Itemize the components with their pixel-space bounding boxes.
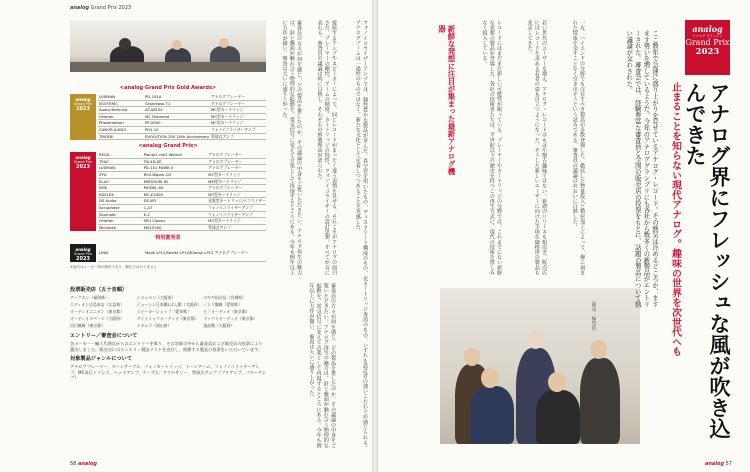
gold-awards-title: <analog Grand Prix Gold Awards>	[119, 85, 217, 91]
left-article-col-2: 接続するアンプやスピーカーによって、同じレコードがまったく違う表情を見せる。それこそがアナログの面白さだ。プレーヤーの剛性、アームの精度、カートリッジの特性、フォノイコライザーの設計思想。すべてが音に表れる。審査員の議論は時に白熱し、それぞれの推薦理由が語られた。	[316, 20, 337, 275]
left-page	[0, 0, 372, 472]
info-section	[70, 283, 266, 383]
award-brand: Ortofon	[98, 113, 144, 120]
award-brand: McIntosh	[98, 224, 143, 231]
special-award-title: 特別賞発表	[155, 235, 181, 242]
award-model: PD-151 MARK II	[143, 165, 208, 172]
analog-grand-prix-logo	[685, 20, 730, 75]
award-cat: MM型カートリッジ	[207, 178, 266, 185]
award-brand: LUXMAN	[98, 94, 144, 100]
award-model: TN-4D-SE	[143, 158, 208, 165]
lead-text: ここ数年で急速に盛り上がりを見せているアナログ・レコード。その熱気は冷めるどころか、ますます勢いを増しているようだ。今年のアナロググランプリにも各社から数多くの新製品がエントリーされた。審査会では、経験豊富な審査員と全国の販売店の投票をもとに、話題の製品について熱い議論が交わされた。	[625, 30, 658, 308]
award-brand: CANOR AUDIO	[98, 126, 144, 133]
judges-photo	[70, 20, 266, 72]
entry-heading: エントリー／審査会について	[70, 333, 138, 339]
award-row	[98, 120, 266, 127]
award-brand: TRIODE	[98, 133, 144, 140]
feature-caption: 新鮮な発想に注目が集まった最新アナログ機器	[437, 25, 456, 175]
award-model: Grandioso T1	[144, 100, 210, 107]
award-model: R50-Bloom-G5	[143, 171, 208, 178]
logo-brand: analog	[692, 24, 723, 34]
award-cat: アナログプレーヤー	[207, 165, 266, 172]
award-brand: ELAC	[98, 178, 143, 185]
award-cat: アナログプレーヤー	[207, 158, 266, 165]
shop-item: オーディオユニオン（東京都）	[70, 309, 124, 314]
award-model: Planar1 mk2 Walnut	[143, 152, 208, 158]
shop-item: ナカムラ（岡山県）	[136, 323, 172, 328]
award-model: SPU Classic	[143, 218, 208, 225]
award-row	[98, 126, 266, 133]
special-badge: analog Grand Prix 2023	[70, 244, 96, 262]
grand-prix-title: <analog Grand Prix>	[138, 143, 198, 150]
award-model: EVOLUTION 200 20th Anniversary	[145, 133, 210, 139]
special-award-block	[70, 244, 266, 262]
grand-prix-block	[70, 152, 266, 231]
award-cat: MC型カートリッジ	[210, 107, 266, 114]
left-page-number: 58	[70, 461, 77, 467]
running-head-brand: analog	[70, 5, 90, 11]
award-brand: SME	[98, 185, 143, 192]
logo-year: 2023	[695, 47, 720, 57]
award-cat: 管球式アンプ	[207, 224, 266, 231]
award-brand: DS Audio	[98, 198, 143, 205]
right-page-number: 57	[725, 461, 732, 467]
left-footer-brand: analog	[77, 461, 98, 467]
logo-grand-prix: Grand Prix	[685, 38, 730, 47]
award-row	[98, 113, 266, 120]
grand-prix-table	[98, 152, 266, 231]
right-article-col-3: 一方、ハイエンドの分野でも注目すべき製品が多数登場した。徹底した物量投入と精密加工によって、盤に刻まれた情報を余すことなく引き出そうという試みである。審査員の議論はおおいに白熱した。	[571, 20, 585, 275]
left-folio	[70, 461, 97, 467]
shop-item: シマムセン（大阪府）	[136, 295, 176, 300]
award-cat: MC型カートリッジ	[210, 120, 266, 127]
shops-heading: 投票販売店（五十音順）	[70, 287, 128, 293]
award-model: MISSOURI 60	[143, 178, 208, 185]
award-brand: ESOTERIC	[98, 100, 144, 107]
shop-item: マックスオーディオ（東京都）	[203, 316, 258, 321]
shop-item: オーディオスペース（大阪府）	[70, 316, 124, 321]
shop-item: 逸品館（大阪府）	[203, 323, 235, 328]
award-brand: Accuphase	[98, 204, 143, 211]
gold-award-block	[70, 94, 266, 140]
running-head-title: Grand Prix 2023	[90, 5, 132, 11]
award-brand: Soulnote	[98, 211, 143, 218]
award-model: MC-E1000	[143, 191, 208, 198]
shop-item: ダイナミックオーディオ（東京都）	[136, 316, 199, 321]
award-row	[98, 211, 266, 218]
award-row	[98, 100, 266, 107]
award-cat: アナログプレーヤー	[210, 100, 266, 107]
award-brand: LINN	[98, 244, 144, 262]
shop-item: 河口無線（東京都）	[70, 323, 106, 328]
special-award-table	[98, 244, 266, 262]
entry-text: 各メーカー・輸入代理店からのエントリーを募り、その対象の中から審査員および販売店の投票により選出しました。販売店にはエントリー製品リストを送付し、推薦する製品に投票をいただいています。	[70, 341, 263, 352]
right-footer-brand: analog	[704, 461, 725, 467]
left-article-col-1: 審査員の方々が何を感じ、どの製品を推したのか。その議論の中身をご覧いただきたい。アナログ再生の魅力は、針と盤面が触れ合う物理的な振動を、電気信号に変えて音楽として再現するところにある。今年も例年以上に力作が揃い、審査は大いに盛り上がった。	[281, 20, 302, 275]
grand-prix-badge: analog Grand Prix 2023	[70, 152, 96, 231]
award-brand: Audio-Technica	[98, 107, 144, 114]
award-cat: 管球式アンプ	[210, 133, 266, 140]
award-cat: フォノイコライザーアンプ	[207, 211, 266, 218]
award-cat: MC型カートリッジ	[207, 191, 266, 198]
shop-item: スピーカーショップ（愛知県）	[136, 309, 191, 314]
shop-item: ヒノオーディオ（東京都）	[203, 309, 250, 314]
genre-heading: 対象製品ジャンルについて	[70, 356, 132, 362]
award-brand: EDELEX	[98, 191, 143, 198]
shops-list	[70, 295, 266, 329]
award-model: MODEL 60	[143, 185, 208, 192]
credit: （構成：編集部）	[591, 298, 596, 334]
award-cat: アナログプレーヤー	[207, 152, 266, 158]
award-model: PP-2000	[144, 120, 210, 127]
logo-sub: アナログ グランプリ	[692, 34, 723, 38]
running-head	[70, 5, 131, 11]
award-cat: MC型カートリッジ	[210, 113, 266, 120]
award-cat: 光電型カートリッジ/イコライザー	[208, 198, 266, 204]
right-folio	[705, 461, 732, 467]
award-cat: MC型カートリッジ	[207, 218, 266, 225]
headline: アナログ界にフレッシュな風が吹き込んできた	[683, 82, 731, 439]
gold-awards-table	[98, 94, 266, 140]
award-row	[98, 204, 266, 211]
shop-item: ノムラ無線（愛知県）	[203, 302, 242, 307]
shop-item: アークカン（福岡県）	[70, 295, 109, 300]
award-row	[98, 158, 266, 165]
award-brand: Phasemation	[98, 120, 144, 127]
left-article-col-3: フォノイコライザーアンプでは、個性豊かな製品が並んだ。真空管を用いたもの、ディスクリート構成のもの、光カートリッジ専用のもの。いずれも設計者の強いこだわりが感じられる。アナログブームは一過性のものではなく、新たな文化として定着しつつあることを実感した。	[354, 20, 368, 450]
award-row	[98, 165, 266, 172]
award-cat: フォノイコライザーアンプ	[210, 126, 266, 133]
results-note: ※表内はメーカー別の順序であり、順位ではありません	[70, 265, 157, 270]
award-model: PD-191A	[144, 94, 210, 100]
award-cat: アナログプレーヤー	[214, 244, 267, 262]
genre-text: アナログプレーヤー、ターンテーブル、フォノカートリッジ、トーンアーム、フォノイコライザーアンプ、MC昇圧トランス、ヘッドアンプ、ケーブル、アクセサリー、管球式アンプ（プリアンプ、パワーアンプ）	[70, 364, 266, 380]
award-row	[98, 224, 266, 231]
award-model: AT-ART20	[144, 107, 210, 114]
award-model: MA12000	[143, 224, 208, 231]
award-model: E-2	[143, 211, 208, 218]
award-cat: フォノイコライザーアンプ	[207, 204, 266, 211]
award-row	[98, 198, 266, 205]
award-row	[98, 218, 266, 225]
right-article-col-1: レコードにはまだまだ新しい可能性が眠っている。プレーヤーやカートリッジの分野では、これまでにない新鮮な発想の製品が登場した。各社の技術者たちは、半世紀以上の歴史を持つこの再生方式に、現代の技術を惜しみなく投入している。	[481, 20, 502, 275]
results-tables	[70, 83, 266, 270]
award-row	[98, 107, 266, 114]
award-model: C-47	[143, 204, 208, 211]
right-article-col-2: 若い世代のユーザーも増え、アナログ・レコードはもはや懐古趣味ではない。新譜のリリースも相次ぎ、販売店にはレコードを求める若者の姿も目立つようになった。そうした新しいユーザーに向けた手頃な価格帯の製品も充実してきた。	[526, 20, 547, 275]
award-row	[98, 244, 266, 262]
award-model: DS-W3	[143, 198, 208, 205]
award-row	[98, 133, 266, 140]
award-brand: REGA	[98, 152, 143, 158]
award-brand: LUXMAN	[98, 165, 143, 172]
award-brand: TEAC	[98, 158, 143, 165]
award-row	[98, 185, 266, 192]
award-brand: ZYX	[98, 171, 143, 178]
award-model: MC Diamond	[144, 113, 210, 120]
award-model: Majik LP12/Selekt LP12/Klimax LP12	[144, 244, 214, 262]
award-row	[98, 178, 266, 185]
award-cat: アナログプレーヤー	[207, 185, 266, 192]
award-cat: アナログプレーヤー	[210, 94, 266, 100]
award-model: PH1.10	[144, 126, 210, 133]
award-row	[98, 191, 266, 198]
shop-item: のだや仙台店（宮城県）	[203, 295, 247, 300]
shop-item: ジョーシン日本橋1ばん館（大阪府）	[136, 302, 202, 307]
award-brand: Ortofon	[98, 218, 143, 225]
award-row	[98, 171, 266, 178]
shop-item: エディオン広島本店（広島県）	[70, 302, 125, 307]
subheadline: 止まることを知らない現代アナログ。趣味の世界を次世代へも	[670, 82, 681, 357]
award-cat: MC型カートリッジ	[207, 171, 266, 178]
gold-badge: analog Grand Prix 2023	[70, 94, 96, 140]
left-article-col-4: 審査員の方々が何を感じ、どの製品を推したのか。その議論の中身をご覧いただきたい。アナログ再生の魅力は、針と盤面が触れ合う物理的な振動を、電気信号に変えて音楽として再現するところにある。今年も例年以上に力作が揃い、審査は大いに盛り上がった。	[308, 283, 336, 448]
